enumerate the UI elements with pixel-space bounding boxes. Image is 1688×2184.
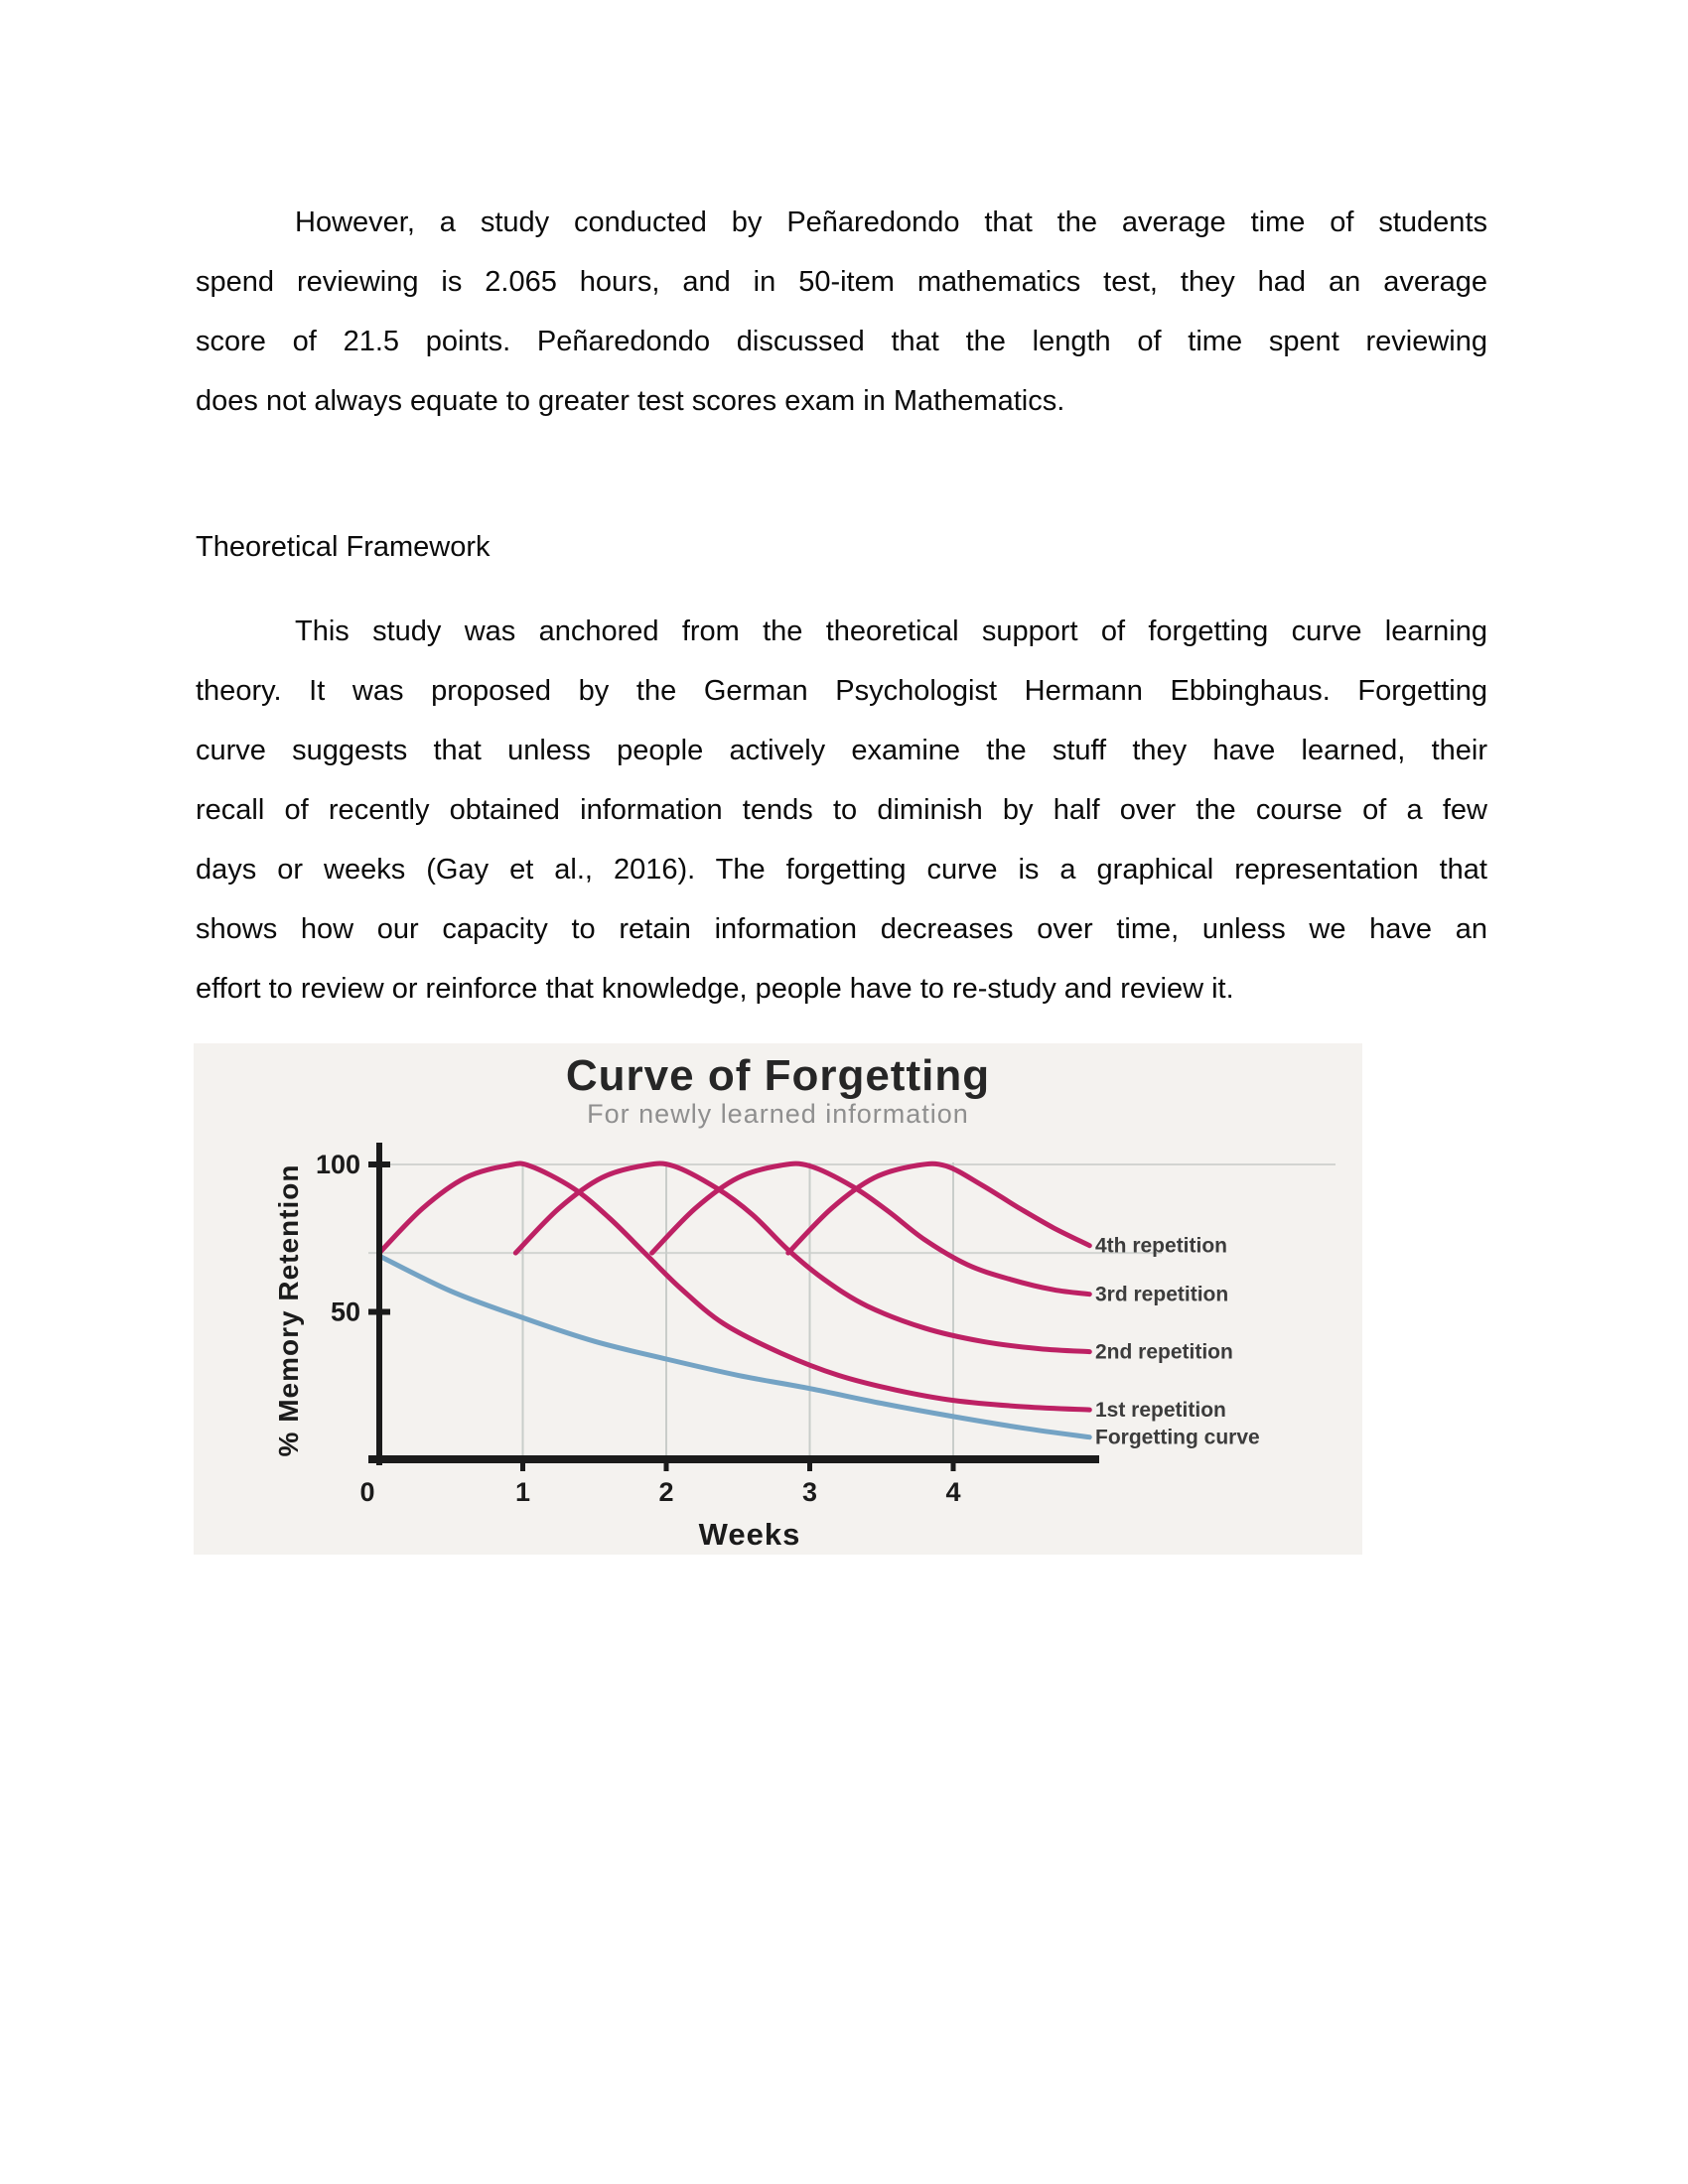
text-line: theory. It was proposed by the German Psychologist Hermann Ebbinghaus. Forgetting <box>196 675 1487 707</box>
y-tick-label-100: 100 <box>315 1150 360 1179</box>
paragraph-intro <box>196 193 1487 431</box>
series-curve-2nd-repetition <box>515 1163 1089 1352</box>
series-label-forgetting-curve: Forgetting curve <box>1095 1426 1260 1449</box>
series-label-1st-repetition: 1st repetition <box>1095 1399 1226 1423</box>
forgetting-curve-figure <box>194 1043 1362 1555</box>
text-line: does not always equate to greater test scores exam in Mathematics. <box>196 385 1065 417</box>
series-curve-forgetting-curve <box>379 1256 1089 1437</box>
series-label-2nd-repetition: 2nd repetition <box>1095 1340 1233 1364</box>
x-tick-label-3: 3 <box>801 1477 818 1507</box>
text-line: However, a study conducted by Peñaredondo that the average time of students <box>295 206 1487 238</box>
series-label-3rd-repetition: 3rd repetition <box>1095 1283 1229 1306</box>
y-tick-label-50: 50 <box>330 1297 360 1327</box>
x-tick-label-1: 1 <box>514 1477 531 1507</box>
x-tick-label-4: 4 <box>945 1477 961 1507</box>
text-line: This study was anchored from the theoretical support of forgetting curve learning <box>295 615 1487 647</box>
series-label-4th-repetition: 4th repetition <box>1095 1234 1228 1258</box>
series-curve-3rd-repetition <box>652 1163 1090 1295</box>
text-line: effort to review or reinforce that knowledge, people have to re-study and review it. <box>196 973 1234 1005</box>
chart-subtitle: For newly learned information <box>587 1099 969 1129</box>
forgetting-curve-chart <box>194 1043 1362 1555</box>
text-line: score of 21.5 points. Peñaredondo discussed that the length of time spent reviewing <box>196 326 1487 357</box>
text-line: days or weeks (Gay et al., 2016). The forgetting curve is a graphical representation that <box>196 854 1487 886</box>
chart-title: Curve of Forgetting <box>565 1051 991 1100</box>
x-tick-label-0: 0 <box>359 1477 375 1507</box>
section-heading: Theoretical Framework <box>196 531 491 563</box>
text-line: curve suggests that unless people actively examine the stuff they have learned, their <box>196 735 1487 766</box>
text-line: recall of recently obtained information tends to diminish by half over the course of a few <box>196 794 1487 826</box>
x-tick-label-2: 2 <box>658 1477 674 1507</box>
text-line: spend reviewing is 2.065 hours, and in 50-item mathematics test, they had an average <box>196 266 1487 298</box>
paragraph-theoretical-framework <box>196 602 1487 1019</box>
text-line: shows how our capacity to retain information decreases over time, unless we have an <box>196 913 1487 945</box>
x-axis-title: Weeks <box>698 1517 801 1552</box>
y-axis-title: % Memory Retention <box>273 1163 304 1457</box>
